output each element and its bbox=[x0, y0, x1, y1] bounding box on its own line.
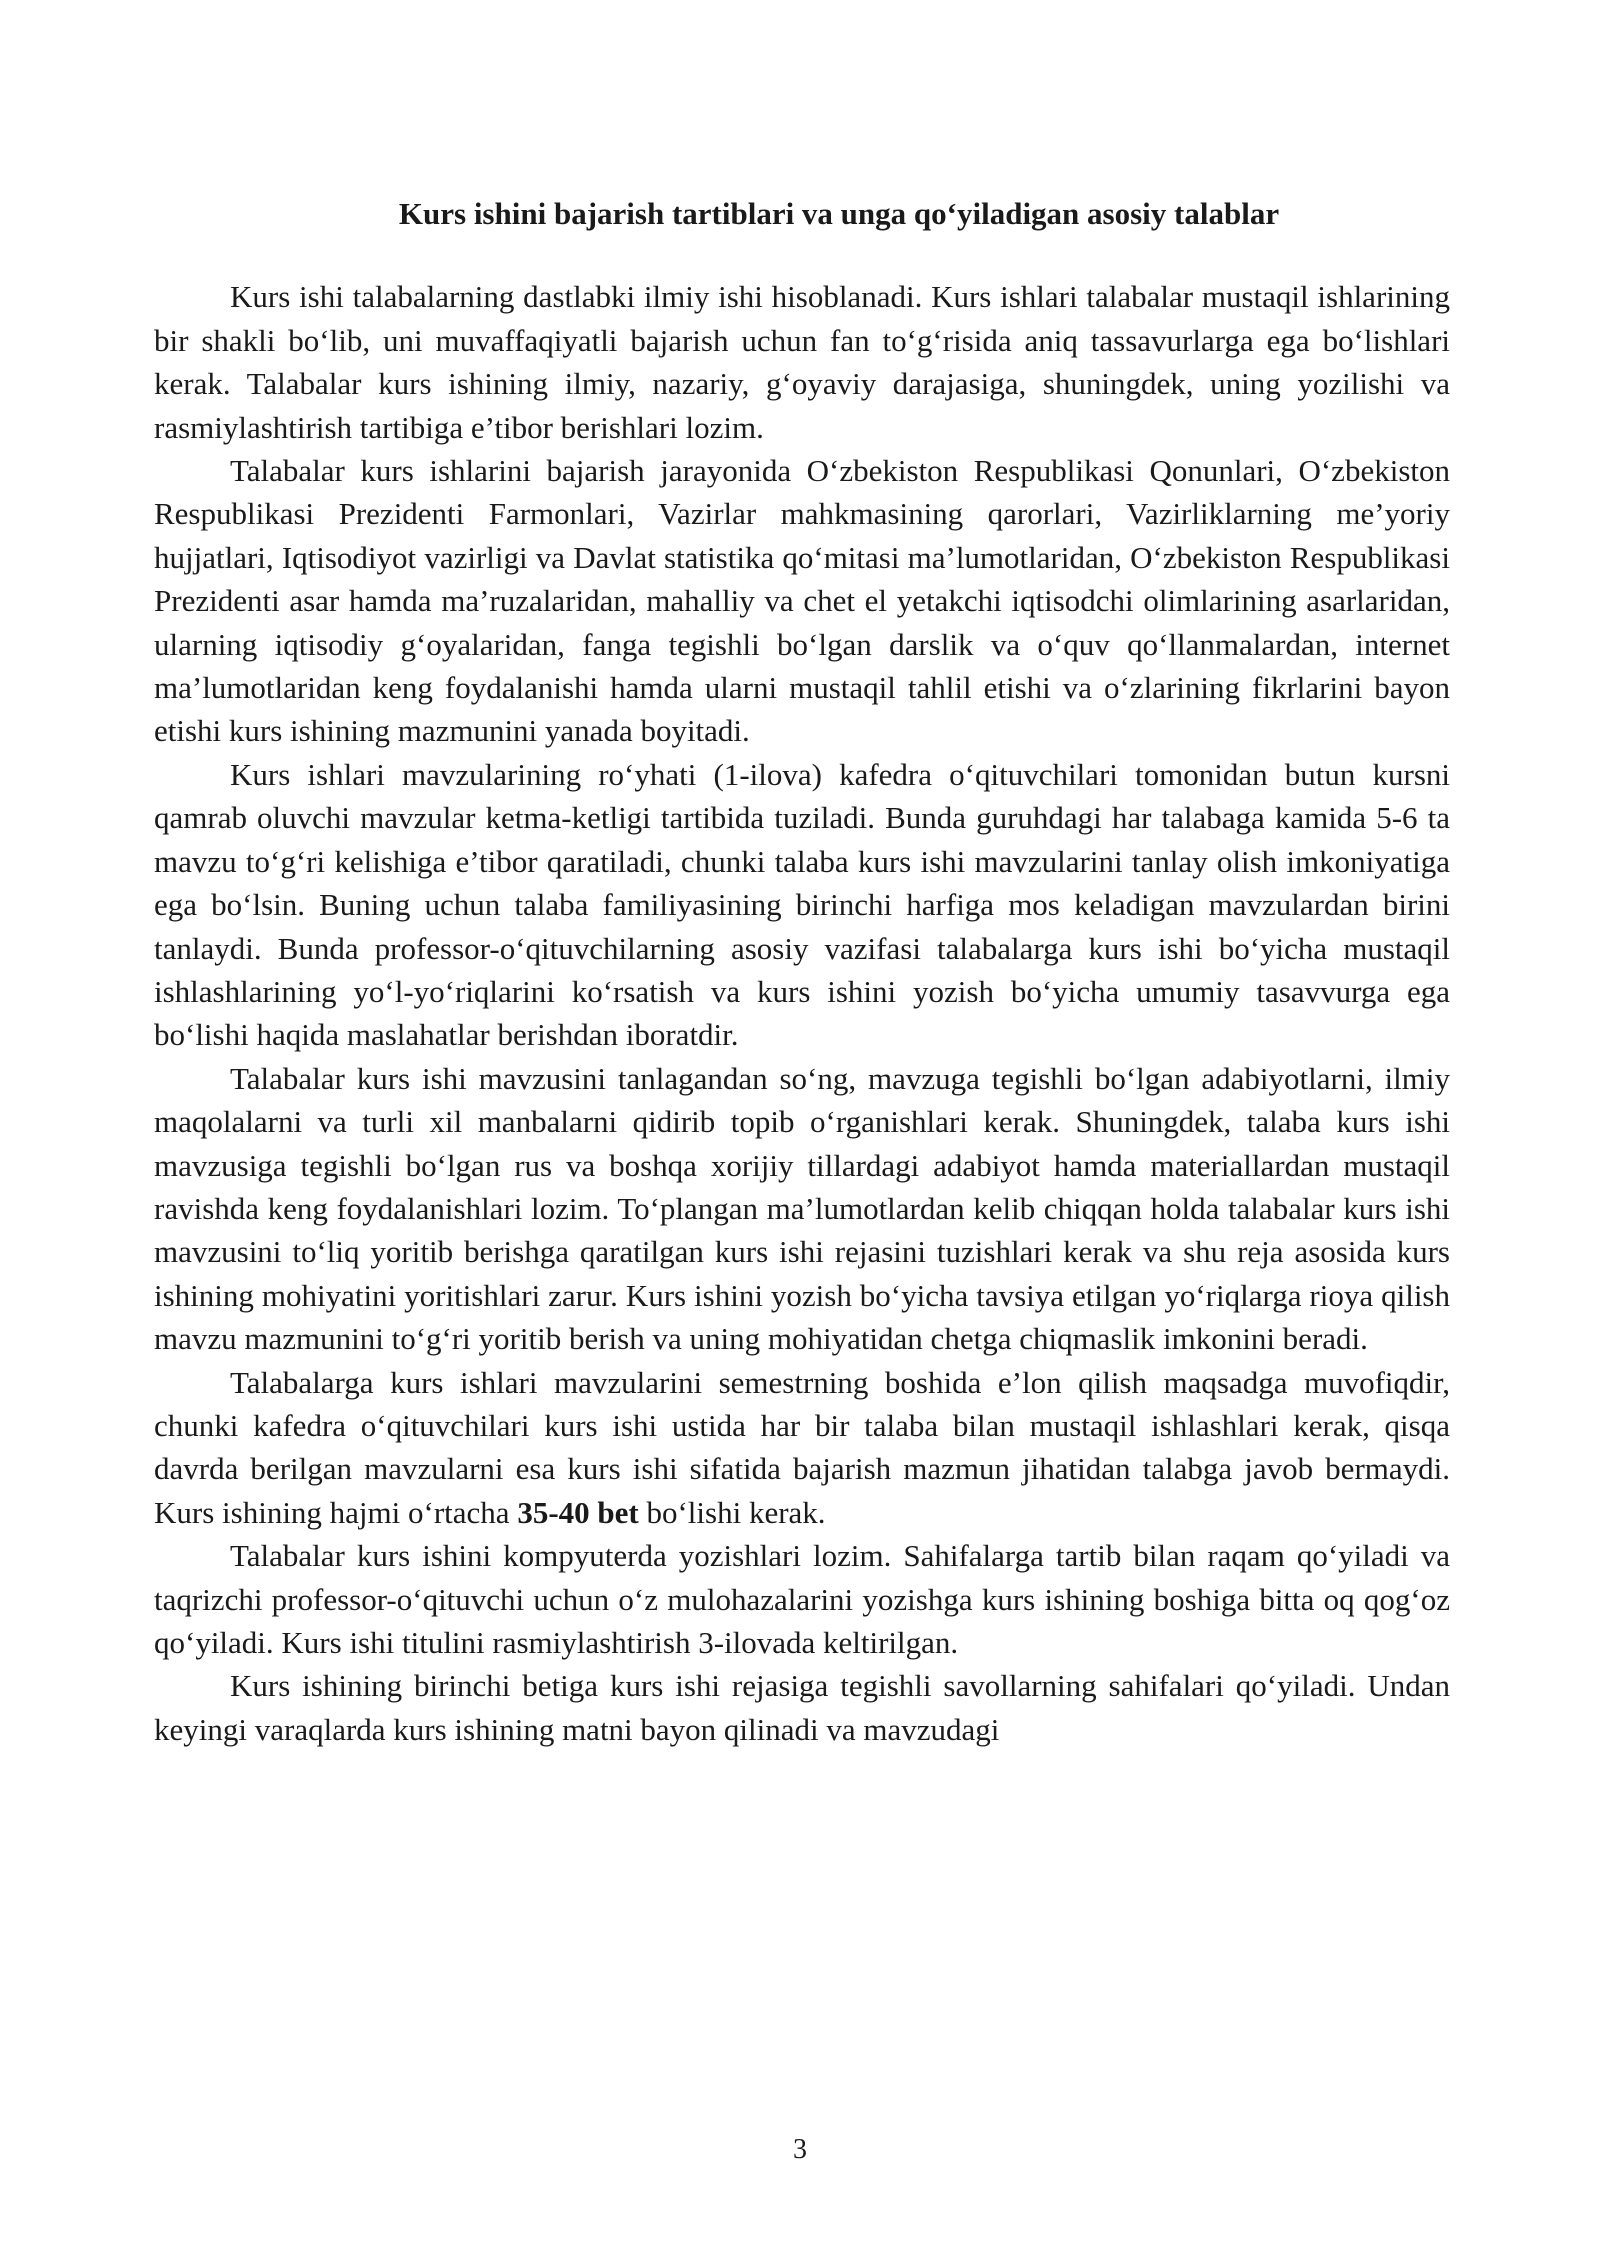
paragraph-4: Talabalar kurs ishi mavzusini tanlagandan so‘ng, mavzuga tegishli bo‘lgan adabiyotlarni, ilmiy maqolalarni va turli xil manbalarni qidirib topib o‘rganishlari kerak. Shuningdek, talaba kurs ishi mavzusiga tegishli bo‘lgan rus va boshqa xorijiy tillardagi adabiyot hamda materiallardan mustaqil ravishda keng foydalanishlari lozim. To‘plangan ma’lumotlardan kelib chiqqan holda talabalar kurs ishi mavzusini to‘liq yoritib berishga qaratilgan kurs ishi rejasini tuzishlari kerak va shu reja asosida kurs ishining mohiyatini yoritishlari zarur. Kurs ishini yozish bo‘yicha tavsiya etilgan yo‘riqlarga rioya qilish mavzu mazmunini to‘g‘ri yoritib berish va uning mohiyatidan chetga chiqmaslik imkonini beradi. bbox=[154, 1060, 1450, 1357]
paragraph-6: Talabalar kurs ishini kompyuterda yozishlari lozim. Sahifalarga tartib bilan raqam qo‘yiladi va taqrizchi professor-o‘qituvchi uchun o‘z mulohazalarini yozishga kurs ishining boshiga bitta oq qog‘oz qo‘yiladi. Kurs ishi titulini rasmiylashtirish 3-ilovada keltirilgan. bbox=[154, 1538, 1450, 1660]
course-work-volume: 35-40 bet bbox=[517, 1494, 639, 1530]
paragraph-7: Kurs ishining birinchi betiga kurs ishi rejasiga tegishli savollarning sahifalari qo‘yiladi. Undan keyingi varaqlarda kurs ishining matni bayon qilinadi va mavzudagi bbox=[154, 1668, 1450, 1747]
document-title: Kurs ishini bajarish tartiblari va unga qo‘yiladigan asosiy talablar bbox=[398, 196, 1280, 231]
paragraph-1: Kurs ishi talabalarning dastlabki ilmiy ishi hisoblanadi. Kurs ishlari talabalar mustaqil ishlarining bir shakli bo‘lib, uni muvaffaqiyatli bajarish uchun fan to‘g‘risida aniq tassavurlarga ega bo‘lishlari kerak. Talabalar kurs ishining ilmiy, nazariy, g‘oyaviy darajasiga, shuningdek, uning yozilishi va rasmiylashtirish tartibiga e’tibor berishlari lozim. bbox=[154, 279, 1450, 445]
paragraph-5 bbox=[154, 1361, 1450, 1535]
page-content bbox=[154, 192, 1450, 1751]
paragraph-5-tail: bo‘lishi kerak. bbox=[638, 1494, 826, 1530]
paragraph-2: Talabalar kurs ishlarini bajarish jarayonida O‘zbekiston Respublikasi Qonunlari, O‘zbekiston Respublikasi Prezidenti Farmonlari, Vazirlar mahkmasining qarorlari, Vazirliklarning me’yoriy hujjatlari, Iqtisodiyot vazirligi va Davlat statistika qo‘mitasi ma’lumotlaridan, O‘zbekiston Respublikasi Prezidenti asar hamda ma’ruzalaridan, mahalliy va chet el yetakchi iqtisodchi olimlarining asarlaridan, ularning iqtisodiy g‘oyalaridan, fanga tegishli bo‘lgan darslik va o‘quv qo‘llanmalardan, internet ma’lumotlaridan keng foydalanishi hamda ularni mustaqil tahlil etishi va o‘zlarining fikrlarini bayon etishi kurs ishining mazmunini yanada boyitadi. bbox=[154, 453, 1450, 749]
paragraph-5-text: Talabalarga kurs ishlari mavzularini semestrning boshida e’lon qilish maqsadga muvofiqdir, chunki kafedra o‘qituvchilari kurs ishi ustida har bir talaba bilan mustaqil ishlashlari kerak, qisqa davrda berilgan mavzularni esa kurs ishi sifatida bajarish mazmun jihatidan talabga javob bermaydi. Kurs ishining hajmi o‘rtacha bbox=[154, 1364, 1450, 1530]
page-number: 3 bbox=[793, 2134, 807, 2165]
paragraph-3: Kurs ishlari mavzularining ro‘yhati (1-ilova) kafedra o‘qituvchilari tomonidan butun kursni qamrab oluvchi mavzular ketma-ketligi tartibida tuziladi. Bunda guruhdagi har talabaga kamida 5-6 ta mavzu to‘g‘ri kelishiga e’tibor qaratiladi, chunki talaba kurs ishi mavzularini tanlay olish imkoniyatiga ega bo‘lsin. Buning uchun talaba familiyasining birinchi harfiga mos keladigan mavzulardan birini tanlaydi. Bunda professor-o‘qituvchilarning asosiy vazifasi talabalarga kurs ishi bo‘yicha mustaqil ishlashlarining yo‘l-yo‘riqlarini ko‘rsatish va kurs ishini yozish bo‘yicha umumiy tasavvurga ega bo‘lishi haqida maslahatlar berishdan iboratdir. bbox=[154, 756, 1450, 1053]
